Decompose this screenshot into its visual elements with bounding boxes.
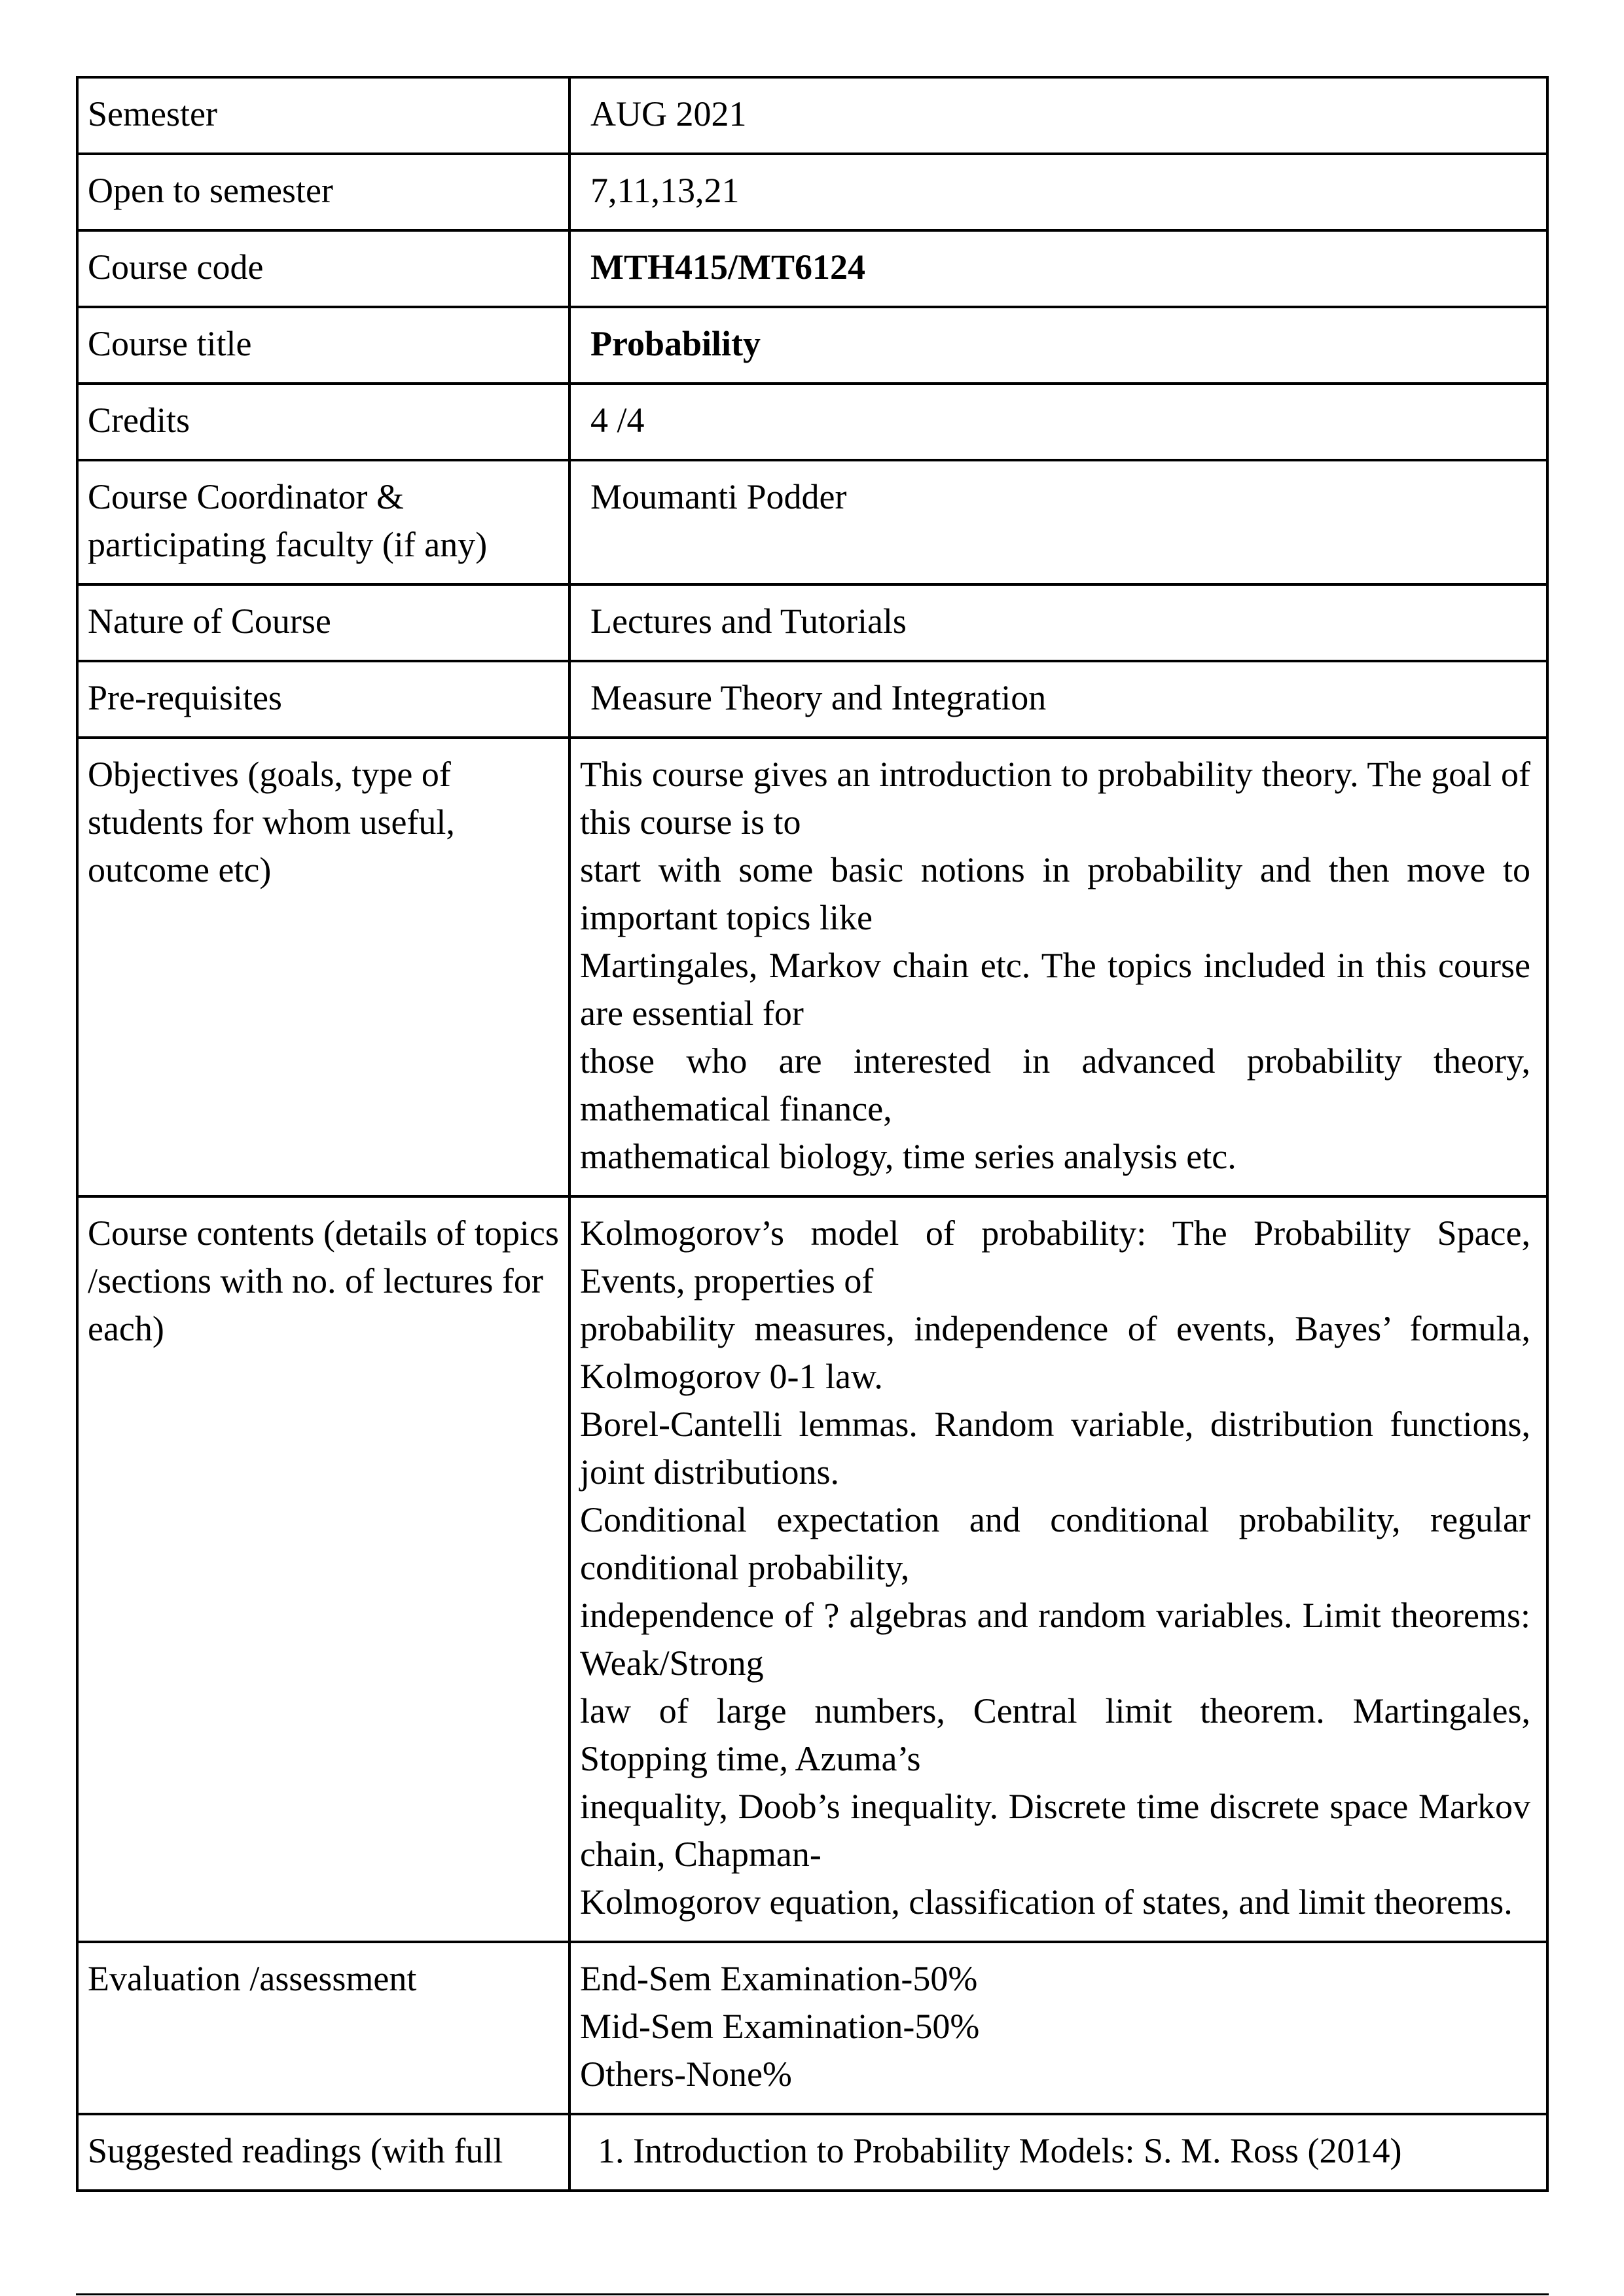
evaluation-value xyxy=(569,1942,1547,2114)
course-contents-value xyxy=(569,1196,1547,1942)
table-row xyxy=(77,738,1547,1196)
course-contents-label: Course contents (details of topics /sections with no. of lectures for each) xyxy=(77,1196,569,1942)
objectives-paragraph: mathematical biology, time series analysis etc. xyxy=(580,1137,1236,1176)
evaluation-label: Evaluation /assessment xyxy=(77,1942,569,2114)
table-row xyxy=(77,307,1547,384)
credits-value: 4 /4 xyxy=(569,384,1547,460)
table-row xyxy=(77,661,1547,738)
contents-paragraph: Kolmogorov equation, classification of states, and limit theorems. xyxy=(580,1882,1513,1922)
open-to-semester-label: Open to semester xyxy=(77,154,569,230)
objectives-value xyxy=(569,738,1547,1196)
contents-paragraph: Borel-Cantelli lemmas. Random variable, distribution functions, joint distributions. xyxy=(580,1405,1530,1492)
evaluation-line: End-Sem Examination-50% xyxy=(580,1959,978,1998)
evaluation-line: Others-None% xyxy=(580,2054,792,2094)
table-row xyxy=(77,154,1547,230)
table-row xyxy=(77,584,1547,661)
nature-of-course-value: Lectures and Tutorials xyxy=(569,584,1547,661)
contents-paragraph: Kolmogorov’s model of probability: The Probability Space, Events, properties of xyxy=(580,1213,1530,1300)
prerequisites-label: Pre-requisites xyxy=(77,661,569,738)
table-row xyxy=(77,460,1547,584)
objectives-label: Objectives (goals, type of students for whom useful, outcome etc) xyxy=(77,738,569,1196)
course-table-container xyxy=(76,76,1549,2170)
coordinator-label: Course Coordinator & participating faculty (if any) xyxy=(77,460,569,584)
table-row xyxy=(77,230,1547,307)
suggested-readings-value: 1. Introduction to Probability Models: S. M. Ross (2014) xyxy=(569,2114,1547,2191)
objectives-paragraph: start with some basic notions in probability and then move to important topics like xyxy=(580,850,1530,937)
table-row xyxy=(77,1196,1547,1942)
semester-value: AUG 2021 xyxy=(569,77,1547,154)
credits-label: Credits xyxy=(77,384,569,460)
table-row xyxy=(77,2114,1547,2191)
contents-paragraph: probability measures, independence of events, Bayes’ formula, Kolmogorov 0-1 law. xyxy=(580,1309,1530,1396)
suggested-readings-label: Suggested readings (with full xyxy=(77,2114,569,2191)
course-code-label: Course code xyxy=(77,230,569,307)
coordinator-value: Moumanti Podder xyxy=(569,460,1547,584)
nature-of-course-label: Nature of Course xyxy=(77,584,569,661)
table-row xyxy=(77,77,1547,154)
course-title-label: Course title xyxy=(77,307,569,384)
course-code-value: MTH415/MT6124 xyxy=(569,230,1547,307)
footer-rule xyxy=(76,2293,1549,2295)
contents-paragraph: Conditional expectation and conditional probability, regular conditional probability, xyxy=(580,1500,1530,1587)
objectives-paragraph: Martingales, Markov chain etc. The topics included in this course are essential for xyxy=(580,946,1530,1033)
table-row xyxy=(77,384,1547,460)
objectives-paragraph: This course gives an introduction to probability theory. The goal of this course is to xyxy=(580,755,1530,842)
semester-label: Semester xyxy=(77,77,569,154)
evaluation-line: Mid-Sem Examination-50% xyxy=(580,2007,980,2046)
table-row xyxy=(77,1942,1547,2114)
prerequisites-value: Measure Theory and Integration xyxy=(569,661,1547,738)
objectives-paragraph: those who are interested in advanced probability theory, mathematical finance, xyxy=(580,1041,1530,1128)
contents-paragraph: inequality, Doob’s inequality. Discrete time discrete space Markov chain, Chapman- xyxy=(580,1787,1530,1874)
open-to-semester-value: 7,11,13,21 xyxy=(569,154,1547,230)
contents-paragraph: independence of ? algebras and random variables. Limit theorems: Weak/Strong xyxy=(580,1596,1530,1683)
contents-paragraph: law of large numbers, Central limit theorem. Martingales, Stopping time, Azuma’s xyxy=(580,1691,1530,1778)
course-title-value: Probability xyxy=(569,307,1547,384)
course-details-table xyxy=(76,76,1549,2192)
